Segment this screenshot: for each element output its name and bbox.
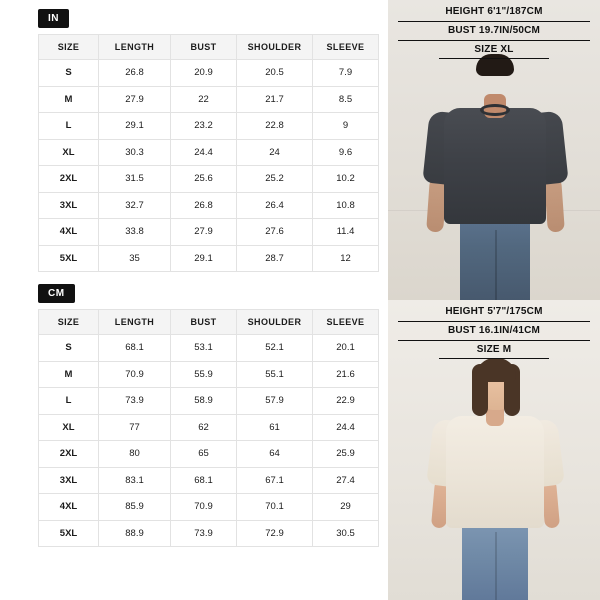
cell-sleeve: 11.4: [313, 219, 379, 246]
cell-size: M: [39, 361, 99, 388]
female-size-label: SIZE M: [439, 343, 549, 359]
table-row: [39, 414, 379, 441]
cell-length: 29.1: [99, 113, 171, 140]
cell-length: 80: [99, 441, 171, 468]
cell-shoulder: 67.1: [237, 467, 313, 494]
cell-shoulder: 28.7: [237, 245, 313, 272]
cell-length: 27.9: [99, 86, 171, 113]
model-photos-column: [388, 0, 600, 600]
column-header-bust: BUST: [171, 35, 237, 60]
unit-badge-cm: CM: [38, 284, 75, 303]
table-row: [39, 219, 379, 246]
cell-sleeve: 10.8: [313, 192, 379, 219]
cell-length: 26.8: [99, 60, 171, 87]
cell-shoulder: 61: [237, 414, 313, 441]
table-row: [39, 467, 379, 494]
cell-bust: 68.1: [171, 467, 237, 494]
table-row: [39, 520, 379, 547]
cell-shoulder: 21.7: [237, 86, 313, 113]
cell-bust: 29.1: [171, 245, 237, 272]
cell-bust: 73.9: [171, 520, 237, 547]
male-jeans: [460, 212, 530, 300]
cell-bust: 27.9: [171, 219, 237, 246]
cell-length: 77: [99, 414, 171, 441]
male-tshirt: [444, 108, 546, 224]
cell-shoulder: 20.5: [237, 60, 313, 87]
table-row: [39, 166, 379, 193]
cell-length: 70.9: [99, 361, 171, 388]
table-row: [39, 441, 379, 468]
cell-sleeve: 30.5: [313, 520, 379, 547]
cell-size: 3XL: [39, 467, 99, 494]
cell-length: 73.9: [99, 388, 171, 415]
cell-length: 83.1: [99, 467, 171, 494]
cell-length: 30.3: [99, 139, 171, 166]
cell-sleeve: 22.9: [313, 388, 379, 415]
female-model-specs: [388, 300, 600, 363]
cell-size: 4XL: [39, 494, 99, 521]
male-model-specs: [388, 0, 600, 63]
cell-bust: 22: [171, 86, 237, 113]
cell-size: 2XL: [39, 441, 99, 468]
cell-length: 85.9: [99, 494, 171, 521]
cell-bust: 58.9: [171, 388, 237, 415]
cell-sleeve: 25.9: [313, 441, 379, 468]
cell-shoulder: 27.6: [237, 219, 313, 246]
inches-table-block: [10, 8, 378, 272]
cell-shoulder: 52.1: [237, 335, 313, 362]
cell-size: L: [39, 113, 99, 140]
female-height-label: HEIGHT 5'7"/175CM: [398, 305, 590, 322]
cell-sleeve: 10.2: [313, 166, 379, 193]
cell-sleeve: 29: [313, 494, 379, 521]
cell-shoulder: 24: [237, 139, 313, 166]
cell-shoulder: 26.4: [237, 192, 313, 219]
table-row: [39, 245, 379, 272]
cell-size: 2XL: [39, 166, 99, 193]
table-row: [39, 113, 379, 140]
model-photo-male: [388, 0, 600, 300]
column-header-shoulder: SHOULDER: [237, 310, 313, 335]
table-row: [39, 361, 379, 388]
table-header-row: [39, 35, 379, 60]
cell-length: 88.9: [99, 520, 171, 547]
cell-sleeve: 21.6: [313, 361, 379, 388]
cell-bust: 23.2: [171, 113, 237, 140]
cell-bust: 20.9: [171, 60, 237, 87]
cell-shoulder: 22.8: [237, 113, 313, 140]
column-header-length: LENGTH: [99, 35, 171, 60]
cell-bust: 26.8: [171, 192, 237, 219]
table-row: [39, 335, 379, 362]
cell-length: 33.8: [99, 219, 171, 246]
cell-bust: 70.9: [171, 494, 237, 521]
male-bust-label: BUST 19.7IN/50CM: [398, 24, 590, 41]
cell-bust: 24.4: [171, 139, 237, 166]
cell-size: L: [39, 388, 99, 415]
table-row: [39, 192, 379, 219]
female-bust-label: BUST 16.1IN/41CM: [398, 324, 590, 341]
cell-shoulder: 57.9: [237, 388, 313, 415]
cell-sleeve: 27.4: [313, 467, 379, 494]
cell-size: 5XL: [39, 520, 99, 547]
cell-bust: 53.1: [171, 335, 237, 362]
male-height-label: HEIGHT 6'1"/187CM: [398, 5, 590, 22]
cell-size: S: [39, 335, 99, 362]
cell-bust: 62: [171, 414, 237, 441]
cell-size: XL: [39, 139, 99, 166]
cell-bust: 55.9: [171, 361, 237, 388]
cell-sleeve: 9: [313, 113, 379, 140]
column-header-sleeve: SLEEVE: [313, 35, 379, 60]
male-collar: [480, 104, 510, 116]
table-row: [39, 139, 379, 166]
cm-table-block: [10, 283, 378, 547]
cell-length: 32.7: [99, 192, 171, 219]
cell-length: 35: [99, 245, 171, 272]
column-header-bust: BUST: [171, 310, 237, 335]
cell-sleeve: 7.9: [313, 60, 379, 87]
model-photo-female: [388, 300, 600, 600]
unit-badge-inches: IN: [38, 9, 69, 28]
cell-shoulder: 25.2: [237, 166, 313, 193]
cell-sleeve: 12: [313, 245, 379, 272]
column-header-size: SIZE: [39, 35, 99, 60]
cell-sleeve: 8.5: [313, 86, 379, 113]
table-row: [39, 60, 379, 87]
cell-size: 4XL: [39, 219, 99, 246]
cell-size: 3XL: [39, 192, 99, 219]
column-header-shoulder: SHOULDER: [237, 35, 313, 60]
column-header-sleeve: SLEEVE: [313, 310, 379, 335]
cell-shoulder: 55.1: [237, 361, 313, 388]
cell-bust: 25.6: [171, 166, 237, 193]
cell-length: 68.1: [99, 335, 171, 362]
table-row: [39, 494, 379, 521]
column-header-size: SIZE: [39, 310, 99, 335]
cell-size: S: [39, 60, 99, 87]
cell-sleeve: 9.6: [313, 139, 379, 166]
table-row: [39, 388, 379, 415]
cell-size: XL: [39, 414, 99, 441]
cell-shoulder: 70.1: [237, 494, 313, 521]
cell-sleeve: 24.4: [313, 414, 379, 441]
table-header-row: [39, 310, 379, 335]
male-size-label: SIZE XL: [439, 43, 549, 59]
cell-shoulder: 64: [237, 441, 313, 468]
cell-length: 31.5: [99, 166, 171, 193]
cell-size: M: [39, 86, 99, 113]
male-right-arm: [544, 177, 565, 232]
cell-shoulder: 72.9: [237, 520, 313, 547]
column-header-length: LENGTH: [99, 310, 171, 335]
female-jeans: [462, 518, 528, 600]
cell-sleeve: 20.1: [313, 335, 379, 362]
cm-size-table: [38, 309, 379, 547]
cell-bust: 65: [171, 441, 237, 468]
female-tshirt: [446, 416, 544, 528]
cell-size: 5XL: [39, 245, 99, 272]
table-row: [39, 86, 379, 113]
inches-size-table: [38, 34, 379, 272]
